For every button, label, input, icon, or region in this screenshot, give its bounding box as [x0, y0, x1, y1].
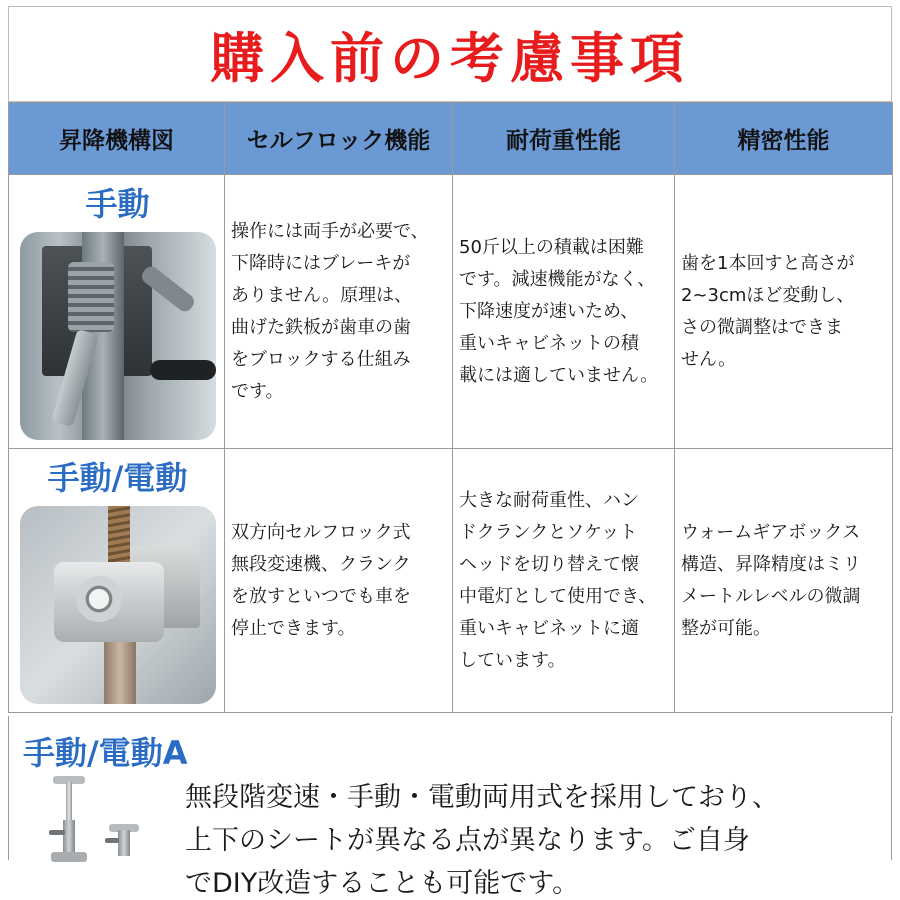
text-line: 整が可能。 — [681, 617, 771, 639]
text-line: 大きな耐荷重性、ハン — [459, 489, 639, 511]
text-line: ウォームギアボックス — [681, 521, 861, 543]
header-self-lock: セルフロック機能 — [225, 103, 453, 175]
table-header-row — [9, 103, 893, 175]
text-line: 構造、昇降精度はミリ — [681, 553, 861, 575]
mechanism-cell — [9, 175, 225, 449]
manual-jack-photo — [20, 232, 216, 440]
header-mechanism: 昇降機構図 — [9, 103, 225, 175]
tall-jack-image — [39, 776, 99, 860]
mechanism-label: 手動 — [85, 184, 150, 223]
comparison-table — [8, 102, 893, 713]
text-line: 双方向セルフロック式 — [231, 521, 411, 543]
table-row-manual — [9, 175, 893, 449]
title-bar — [8, 6, 892, 102]
text-line: 停止できます。 — [231, 617, 356, 639]
text-line: 無段階変速・手動・電動両用式を採用しており、 — [185, 782, 779, 813]
text-line: 重いキャビネットに適 — [459, 617, 639, 639]
text-line: しています。 — [459, 649, 566, 671]
header-precision: 精密性能 — [675, 103, 893, 175]
load-cell — [453, 175, 675, 449]
text-line: メートルレベルの微調 — [681, 585, 861, 607]
text-line: 50斤以上の積載は困難 — [459, 236, 644, 258]
header-load: 耐荷重性能 — [453, 103, 675, 175]
text-line: 操作には両手が必要で、 — [231, 220, 429, 242]
bottom-section — [8, 716, 892, 899]
mechanism-cell — [9, 449, 225, 713]
text-line: ありません。原理は、 — [231, 284, 413, 306]
precision-cell — [675, 449, 893, 713]
mechanism-label: 手動/電動 — [47, 458, 188, 497]
bottom-description — [185, 776, 875, 900]
self-lock-cell — [225, 449, 453, 713]
short-jack-image — [99, 824, 149, 860]
text-line: です。減速機能がなく、 — [459, 268, 656, 290]
text-line: 歯を1本回すと高さが — [681, 252, 855, 274]
text-line: 曲げた鉄板が歯車の歯 — [231, 316, 411, 338]
table-row-manual-electric — [9, 449, 893, 713]
page-title: 購入前の考慮事項 — [210, 26, 690, 90]
text-line: をブロックする仕組み — [231, 348, 411, 370]
text-line: 2~3cmほど変動し、 — [681, 284, 855, 306]
bottom-label: 手動/電動A — [23, 734, 188, 772]
text-line: 下降時にはブレーキが — [231, 252, 411, 274]
text-line: 重いキャビネットの積 — [459, 332, 639, 354]
text-line: 下降速度が速いため、 — [459, 300, 639, 322]
text-line: でDIY改造することも可能です。 — [185, 868, 580, 899]
load-cell — [453, 449, 675, 713]
text-line: 載には適していません。 — [459, 364, 659, 386]
text-line: を放すといつでも車を — [231, 585, 411, 607]
gearbox-jack-photo — [20, 506, 216, 704]
text-line: ドクランクとソケット — [459, 521, 638, 543]
precision-cell — [675, 175, 893, 449]
text-line: です。 — [231, 380, 284, 402]
text-line: さの微調整はできま — [681, 316, 843, 338]
text-line: ヘッドを切り替えて懐 — [459, 553, 639, 575]
self-lock-cell — [225, 175, 453, 449]
text-line: せん。 — [681, 348, 737, 370]
text-line: 中電灯として使用でき、 — [459, 585, 657, 607]
text-line: 上下のシートが異なる点が異なります。ご自身 — [185, 825, 750, 856]
text-line: 無段変速機、クランク — [231, 553, 411, 575]
